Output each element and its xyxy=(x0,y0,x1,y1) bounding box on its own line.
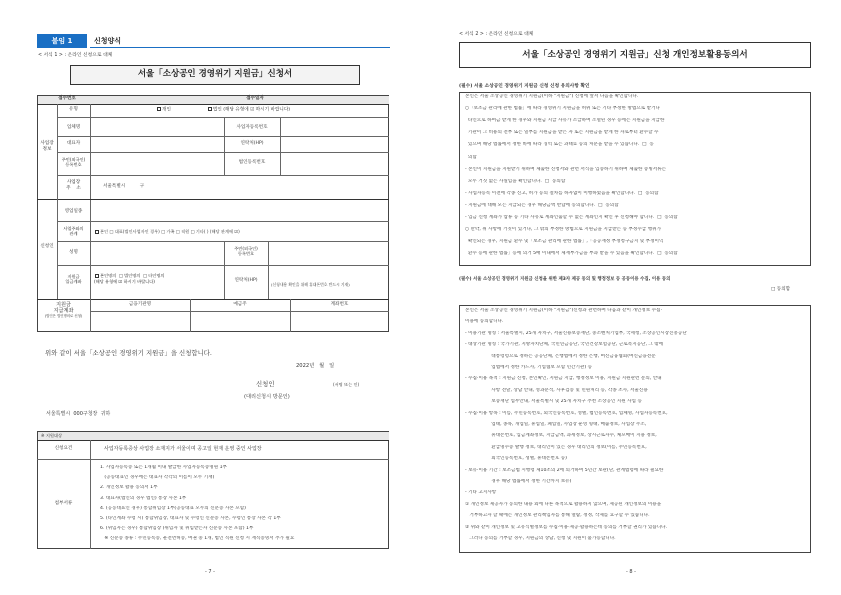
text-line: ② 위와 같이 개인정보 및 고유식별정보를 수집·이용·제공·활용하는데 동의를 거부할 권리가 있습니다. xyxy=(465,524,668,530)
applicant-name-label: 성명 xyxy=(69,250,78,255)
support-header: ※ 지원대상 xyxy=(41,433,63,438)
text-line: - 사업자등록 이전에 각종 신고, 허가 등의 절차를 하자없이 이행하였음을 확인합니다. □ 동의함 xyxy=(465,190,659,196)
section-2-agree[interactable]: □ 동의함 xyxy=(771,287,791,292)
requirement-value: 사업자등록증상 사업장 소재지가 서울이며 공고일 현재 운영 중인 사업장 xyxy=(104,446,262,452)
text-line: ① 개인정보 제공자가 동의한 내용 외에 다른 목적으로 활용하지 않으며, 제공된 개인정보의 이용을 xyxy=(465,501,662,507)
phone-label: 연락처(HP) xyxy=(240,141,264,146)
fund-account-label: 지원금 입금계좌 xyxy=(65,274,82,285)
applicant-sign-label: 신청인 xyxy=(256,380,275,388)
relation-options[interactable]: 본인 □ 대표(법인사업자인 경우) □ 가족 □ 직원 □ 기타( ) (해당 관계에 ☑) xyxy=(94,229,240,234)
corp-reg-label: 법인등록번호 xyxy=(238,160,266,165)
text-line: - 수집·이용 목적 : 지원금 신청, 본인확인, 지원금 지급, 행정정보 이용, 지원금 지원관련 문의, 안내 xyxy=(465,376,662,382)
text-line: 기관이 그 비용의 전부 또는 일부를 지원금을 받은 자 또는 지원금을 받게 한 자로부터 환수할 수 xyxy=(465,130,659,136)
text-line: - 입금 신청 계좌가 압류 등 기타 사유로 계좌인출할 수 없는 계좌인지 확인 후 신청해야 합니다. □ 동의함 xyxy=(465,215,678,220)
date-line: 2022년 월 일 xyxy=(296,363,335,369)
type-options xyxy=(156,107,290,113)
text-line: 업법에서 정한 카드사, 기업협보 포함 민간기관) 등 xyxy=(465,365,593,370)
form-title: 서울「소상공인 경영위기 지원금」신청서 xyxy=(137,69,293,79)
text-line: (공동대표인 경우에는 대표자 각각의 이름이 모두 기재) xyxy=(100,475,215,481)
left-page xyxy=(0,0,420,595)
account-label: 지원금 지급계좌 (법인은 법인명의로 신청) xyxy=(44,302,83,319)
text-line: 2. 개인정보 활용 동의서 1부 xyxy=(100,485,158,491)
fund-options[interactable]: 본인명의 □ 법인명의 □ 타인명의 (해당 유형에 ☑ 하시기 바랍니다) xyxy=(94,273,165,284)
fund-note: (신청내용 확인을 위해 휴대폰번호 반드시 기재) xyxy=(271,282,350,287)
right-page xyxy=(421,0,841,595)
applicant-group-label: 신청인 xyxy=(40,244,54,249)
text-line: 환급명수증 발행 정보, 대리인이 있는 경우 대리인의 정보(이름, 주민등록번호, xyxy=(465,444,647,450)
text-line: 확인되는 경우, 지원금 환수 및「보조금 관리에 관한 법률」,「공공재정 부정청구금지 및 부정이익 xyxy=(465,239,664,245)
text-line: 그러나 동의를 거부할 경우, 지원금의 상담, 신청 및 지원이 불가능합니다. xyxy=(465,536,616,541)
page-number-left: - 7 - xyxy=(205,569,215,575)
text-line: - 수집·이용 항목 : 이름, 주민등록번호, 외국인등록번호, 성별, 법인등록번호, 업체명, 사업자등록번호, xyxy=(465,410,668,416)
relation-label: 사업주와의 관계 xyxy=(63,226,84,237)
type-note: (해당 유형에 ☑ 하시기 바랍니다) xyxy=(223,107,291,113)
attachment-badge: 붙임 1 xyxy=(37,34,87,48)
consent-title: 서울「소상공인 경영위기 지원금」신청 개인정보활용동의서 xyxy=(522,50,748,60)
corp-option-label: 법인 xyxy=(212,107,222,113)
text-line: - 이용기관 명칭 : 서울특별시, 25개 자치구, 서울신용보증재단, 중소벤처기업부, 국세청, 소상공인시장진흥공단 xyxy=(465,330,687,336)
rep-id-label: 주민(외국인) 등록번호 xyxy=(61,157,86,168)
text-line: 휴대폰번호, 입금계좌정보, 지급금액, 과세정보, 상시근로자수, 체포매이 지용 정보, xyxy=(465,433,657,439)
declaration-text: 위와 같이 서울「소상공인 경영위기 지원금」을 신청합니다. xyxy=(45,349,212,357)
address-value[interactable]: 서울특별시 구 xyxy=(103,184,145,189)
receipt-date-label: 접수일자 xyxy=(246,96,264,101)
text-line: 5. (타인계좌 수령 시) 통합위임장, 대표자 및 수령인 신분증 사본, 수령인 통장 사본 각 1부 xyxy=(100,516,281,521)
text-line: 본인은 서울 소상공인 경영위기 지원금(이하 "지원금")신청과 관련하여 다음과 같이 개인정보 수집· xyxy=(465,308,662,313)
text-line: 외국인등록번호, 성별, 휴대폰번호 등) xyxy=(465,456,567,462)
address-label: 사업장 주 소 xyxy=(66,180,81,191)
text-line: 업태, 종목, 개업일, 휴업일, 폐업일, 사업장 운영 형태, 매출정보, 사업장 주소, xyxy=(465,422,647,427)
text-line: 사항 전달, 상담 안내, 성과분석, 사후검증 및 민원처리 등, 각종 조사, 서울신용 xyxy=(465,387,648,393)
notice-lines xyxy=(465,94,807,264)
receipt-number-label: 접수번호 xyxy=(58,96,76,101)
form-note-2: < 서식 2 > : 온라인 신청으로 대체 xyxy=(459,32,534,37)
text-line: 6. (위임자는 경우) 통합위임장 (위임자 및 위임받는자 신분증 사본 포함) 1부 xyxy=(100,526,254,532)
proxy-note: (대리신청시 방문인) xyxy=(244,394,290,400)
sign-note: (서명 또는 인) xyxy=(333,382,360,387)
representative-label: 대표자 xyxy=(66,141,81,146)
fund-phone-label: 연락처(HP) xyxy=(234,278,258,283)
text-line: 의함 xyxy=(465,154,477,160)
text-line: - 지원금에 대해 모든 지급되는 경우 해당금액 반납에 동의합니다. □ 동의함 xyxy=(465,202,619,208)
text-line: - 본인이 지원금을 지원받기 위하여 제출한 신청서와 관련 서식을 입증하기 위하여 제출한 증빙서류는 xyxy=(465,166,667,172)
text-line: 1. 사업자등록증 또는 1개월 이내 발급한 사업자등록증명원 1부 xyxy=(100,465,227,470)
business-info-group-label: 사업장 정보 xyxy=(40,141,54,153)
support-header-bg xyxy=(38,432,389,440)
business-name-label: 업체명 xyxy=(66,125,81,130)
corp-checkbox[interactable] xyxy=(208,107,212,111)
text-line: 거부하고자 할 때에는 개인정보 관리책임자를 통해 열람, 정정, 삭제를 요구할 수 있습니다. xyxy=(465,513,650,519)
text-line: 보증재단 업무안내, 서울특별시 및 25개 자치구 추천 소상공인 지원 사업 등 xyxy=(465,399,642,405)
individual-checkbox[interactable] xyxy=(157,107,161,111)
self-checkbox[interactable] xyxy=(95,230,99,234)
text-line: 대통령령으로 정하는 공공단체, 은행법에서 정한 은행, 여신금융협회(여신금융전문 xyxy=(465,353,656,359)
requirement-label: 신청요건 xyxy=(54,446,73,451)
section-1-title: (필수) 서울 소상공인 경영위기 지원금 신청 신청 유의사항 확인 xyxy=(459,84,590,89)
section-2-title: (필수) 서울 소상공인 경영위기 지원금 신청을 위한 제3자 제공 동의 및 행정정보 등 공동이용 수집, 이용 동의 xyxy=(459,277,671,282)
consent-lines xyxy=(465,308,807,550)
text-line: - 대상기관 명칭 : 국가기관, 지방자치단체, 국민연금공단, 국민건강보험공단, 근로복지공단, 그 밖에 xyxy=(465,342,664,348)
text-line: 이용에 동의합니다. xyxy=(465,319,504,325)
text-line: 4. (공동대표인 경우) 통합위임장 1부(공동대표 모두의 신분증 사본 포함) xyxy=(100,505,246,511)
business-reg-label: 사업자등록번호 xyxy=(236,125,268,130)
attachment-title: 신청양식 xyxy=(90,34,390,48)
page-number-right: - 8 - xyxy=(626,569,636,575)
account-number-label: 계좌번호 xyxy=(330,302,349,307)
text-line: ○ 만약, 위 사항에 거짓이 있거나, 그 밖의 부정한 방법으로 지원금을 지급받는 등 부정수급 행위가 xyxy=(465,227,662,233)
text-line: - 기타 고지사항 xyxy=(465,490,497,496)
text-line: 본인은 서울 소상공인 경영위기 지원금(이하 "지원금") 신청에 앞서 다음을 확인합니다. xyxy=(465,94,639,99)
business-category-label: 영업일종 xyxy=(64,209,83,214)
form-note: < 서식 1 > : 온라인 신청으로 대체 xyxy=(38,53,113,58)
text-line: - 보유·이용 기간 : 보조금법 시행령 제10조의 2에 의거하여 5년간 보관(단, 관계법령에 따라 필요한 xyxy=(465,467,664,473)
text-line: 경우 해당 법률에서 정한 기간까지 보유) xyxy=(465,479,572,484)
text-line: 모두 거짓 없는 사실임을 확인합니다. □ 동의함 xyxy=(465,178,566,184)
individual-option-label: 개인 xyxy=(162,107,171,113)
text-line: 환수 등에 관한 법률」등에 의거 5배 이내에서 제재부가금을 부과 받을 수 있음을 확인합니다. □ 동의함 xyxy=(465,251,678,257)
text-line: 3. 대표자(법인의 경우 법인) 통장 사본 1부 xyxy=(100,495,187,501)
text-line: ※ 신분증 종류 : 주민등록증, 운전면허증, 여권 중 1개, 법인 직원 신청 시 재직증명서 추가 필요 xyxy=(100,536,295,542)
account-holder-label: 예금주 xyxy=(233,302,247,307)
text-line: 있으며 해당 법률에서 정한 바에 따라 징역 또는 과태료 등의 처분을 받을 수 있습니다. □ 동 xyxy=(465,142,654,148)
documents-label: 첨부서류 xyxy=(54,501,73,506)
text-line: 타인으로 하여금 받게 한 경우와 지원금 지급 사유가 소급하여 소멸된 경우 등에는 지원금을 지급한 xyxy=(465,118,665,124)
recipient-line: 서울특별시 000구청장 귀하 xyxy=(46,411,111,417)
bank-name-label: 금융기관명 xyxy=(128,302,152,307)
own-account-checkbox[interactable] xyxy=(95,274,99,278)
applicant-id-label: 주민(외국인) 등록번호 xyxy=(234,246,258,257)
text-line: ○「보조금 관리에 관한 법률」에 따라 경영위기 지원금을 허위 또는 기타 부정한 방법으로 받거나 xyxy=(465,106,660,112)
type-label: 유형 xyxy=(69,107,78,112)
